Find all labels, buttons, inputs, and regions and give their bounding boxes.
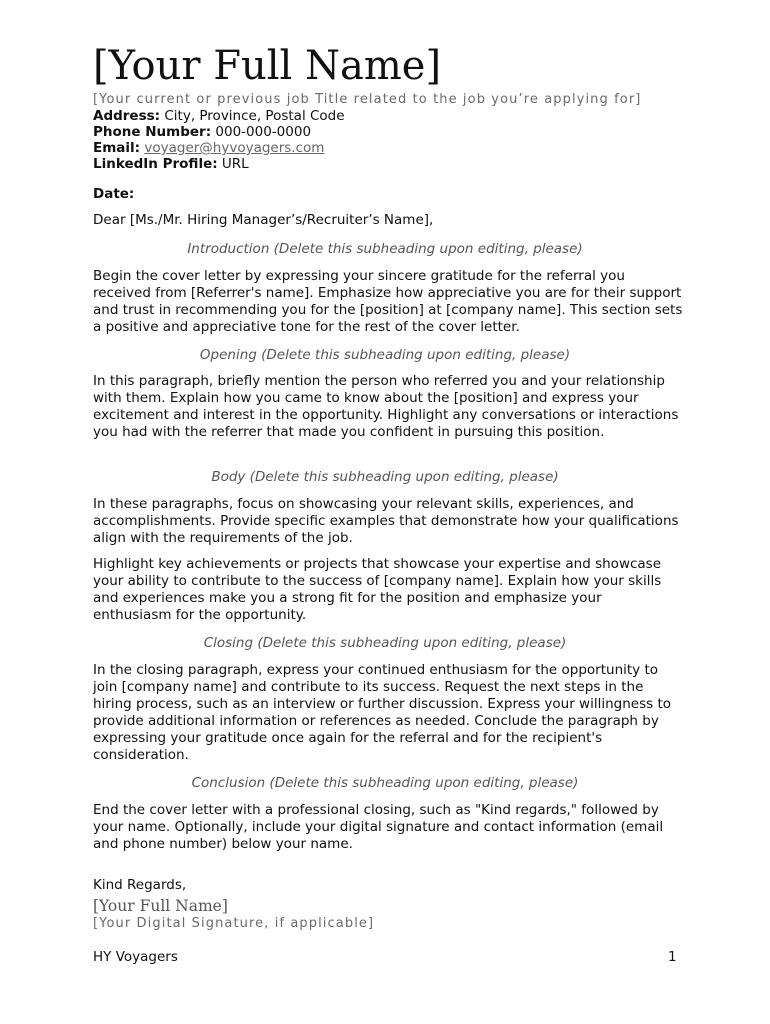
job-title-line: [Your current or previous job Title related to the job you’re applying for] <box>93 92 642 107</box>
closing-subheading: Closing (Delete this subheading upon editing, please) <box>203 635 567 651</box>
footer-brand: HY Voyagers <box>93 949 178 965</box>
opening-subheading: Opening (Delete this subheading upon editing, please) <box>199 347 571 363</box>
body-paragraph-2: Highlight key achievements or projects that showcase your expertise and showcase your ability to contribute to the success of [company name]. Explain how your skills and experiences make you a strong fit for the position and emphasize your enthusiasm for the opportunity. <box>93 556 662 623</box>
body-paragraph-1: In these paragraphs, focus on showcasing your relevant skills, experiences, and accomplishments. Provide specific examples that demonstrate how your qualifications align with the requirements of the job. <box>93 496 679 546</box>
introduction-paragraph: Begin the cover letter by expressing your sincere gratitude for the referral you received from [Referrer's name]. Emphasize how appreciative you are for their support and trust in recommending you for the [position] at [company name]. This section sets a positive and appreciative tone for the rest of the cover letter. <box>93 268 683 335</box>
digital-signature-line: [Your Digital Signature, if applicable] <box>93 916 375 931</box>
kind-regards: Kind Regards, <box>93 877 187 893</box>
applicant-name-heading: [Your Full Name] <box>93 43 442 89</box>
page-number: 1 <box>668 949 677 965</box>
date-line <box>93 186 134 202</box>
phone-value: 000-000-0000 <box>215 124 312 140</box>
linkedin-label: LinkedIn Profile: <box>93 156 218 172</box>
email-label: Email: <box>93 140 141 156</box>
conclusion-paragraph: End the cover letter with a professional closing, such as "Kind regards," followed by your name. Optionally, include your digital signature and contact information (email and phone number) below your name. <box>93 802 664 852</box>
opening-paragraph: In this paragraph, briefly mention the person who referred you and your relationship with them. Explain how you came to know about the [position] and express your excitement and interest in the opportunity. Highlight any conversations or interactions you had with the referrer that made you confident in pursuing this position. <box>93 373 679 440</box>
email-line <box>93 140 324 156</box>
email-link[interactable]: voyager@hyvoyagers.com <box>144 140 325 156</box>
introduction-subheading: Introduction (Delete this subheading upon editing, please) <box>187 241 583 257</box>
linkedin-value: URL <box>221 156 249 172</box>
address-line <box>93 108 345 124</box>
phone-label: Phone Number: <box>93 124 212 140</box>
phone-line <box>93 124 311 140</box>
date-label: Date: <box>93 186 135 202</box>
address-value: City, Province, Postal Code <box>164 108 345 124</box>
closing-paragraph: In the closing paragraph, express your continued enthusiasm for the opportunity to join [company name] and contribute to its success. Request the next steps in the hiring process, such as an interview or further discussion. Express your willingness to provide additional information or references as needed. Conclude the paragraph by expressing your gratitude once again for the referral and for the recipient's consideration. <box>93 662 671 763</box>
body-subheading: Body (Delete this subheading upon editing, please) <box>211 469 559 485</box>
signature-name: [Your Full Name] <box>93 897 228 915</box>
conclusion-subheading: Conclusion (Delete this subheading upon editing, please) <box>191 775 579 791</box>
linkedin-line <box>93 156 249 172</box>
address-label: Address: <box>93 108 161 124</box>
salutation: Dear [Ms./Mr. Hiring Manager’s/Recruiter’s Name], <box>93 212 434 228</box>
